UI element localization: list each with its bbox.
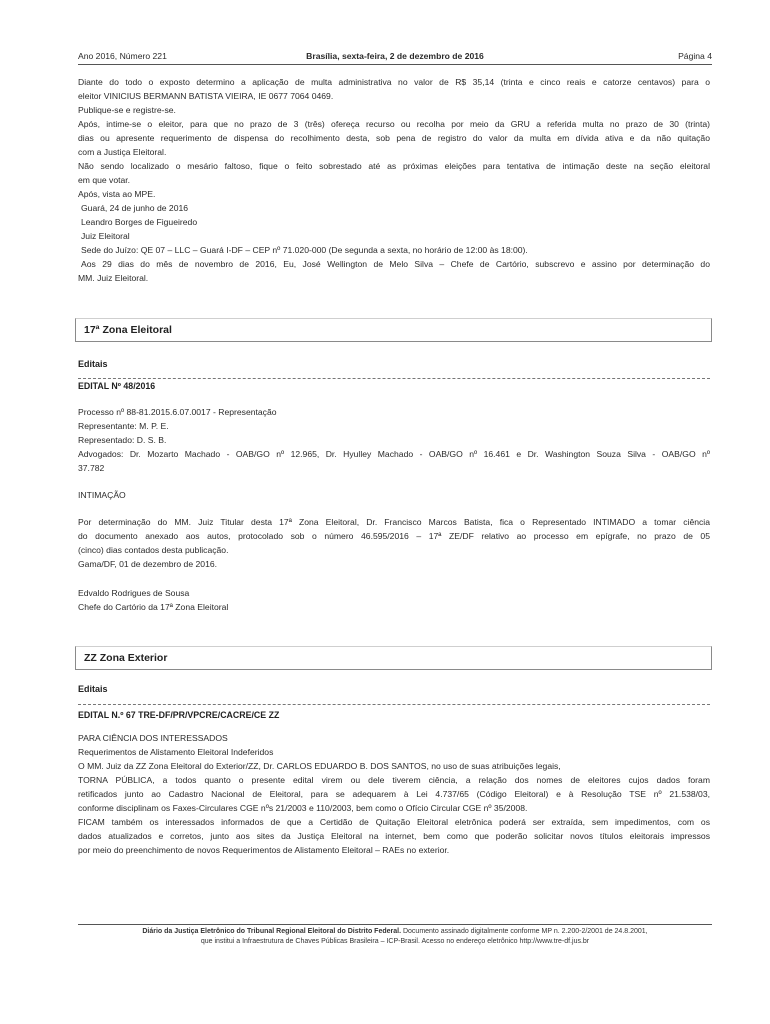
intimation-heading-block: [78, 488, 710, 502]
court-address: Sede do Juízo: QE 07 – LLC – Guará I-DF – CEP nº 71.020-000 (De segunda a sexta, no horário de 12:00 às 18:00).: [81, 245, 528, 255]
judge-title: Juiz Eleitoral: [81, 231, 130, 241]
judge-name: Leandro Borges de Figueiredo: [81, 217, 198, 227]
text-line: MM. Juiz Eleitoral.: [78, 273, 149, 283]
category-heading: Editais: [78, 359, 108, 369]
place-date-line: Gama/DF, 01 de dezembro de 2016.: [78, 559, 218, 569]
intimation-body: [78, 515, 710, 571]
text-line: Aos 29 dias do mês de novembro de 2016, Eu, José Wellington de Melo Silva – Chefe de Cartório, subscrevo e assino por determinação do: [81, 259, 710, 269]
footer-journal-name: Diário da Justiça Eletrônico do Tribunal Regional Eleitoral do Distrito Federal.: [142, 928, 402, 935]
lawyers-continued: 37.782: [78, 463, 105, 473]
page-header: [78, 50, 712, 65]
dashed-divider: [78, 704, 710, 705]
edital-title: EDITAL N.º 67 TRE-DF/PR/VPCRE/CACRE/CE ZZ: [78, 710, 280, 720]
text-line: Publique-se e registre-se.: [78, 105, 176, 115]
category-heading: Editais: [78, 684, 108, 694]
text-line: com a Justiça Eleitoral.: [78, 147, 167, 157]
dashed-divider: [78, 378, 710, 379]
page-footer: [78, 924, 712, 947]
text-line: eleitor VINICIUS BERMANN BATISTA VIEIRA, IE 0677 7064 0469.: [78, 91, 334, 101]
lawyers: Advogados: Dr. Mozarto Machado - OAB/GO nº 12.965, Dr. Hyulley Machado - OAB/GO nº 16.461 e Dr. Washington Souza Silva - OAB/GO nº: [78, 449, 710, 459]
edital-title: EDITAL Nº 48/2016: [78, 381, 156, 391]
footer-line: [78, 927, 712, 937]
page-number: Página 4: [678, 51, 712, 61]
text-line: dados atualizados e corretos, junto aos sites da Justiça Eleitoral na internet, bem como que poderão solicitar novos títulos eleitorais impressos: [78, 831, 710, 841]
section-title: 17ª Zona Eleitoral: [84, 324, 172, 336]
text-line: (cinco) dias contados desta publicação.: [78, 545, 229, 555]
intimation-heading: INTIMAÇÃO: [78, 490, 126, 500]
text-line: Após, intime-se o eleitor, para que no prazo de 3 (três) ofereça recurso ou recolha por meio da GRU a referida multa no prazo de 30 (trinta): [78, 119, 710, 129]
text-line: Após, vista ao MPE.: [78, 189, 156, 199]
place-date-line: Guará, 24 de junho de 2016: [81, 203, 189, 213]
signer-title: Chefe do Cartório da 17ª Zona Eleitoral: [78, 602, 229, 612]
text-line: TORNA PÚBLICA, a todos quanto o presente edital virem ou dele tiverem ciência, a relação dos nomes de eleitores cujos dados foram: [78, 775, 710, 785]
plaintiff: Representante: M. P. E.: [78, 421, 169, 431]
case-details: [78, 405, 710, 475]
previous-decision-text: [78, 75, 710, 285]
issue-number: Ano 2016, Número 221: [78, 51, 167, 61]
text-line: O MM. Juiz da ZZ Zona Eleitoral do Exterior/ZZ, Dr. CARLOS EDUARDO B. DOS SANTOS, no uso de suas atribuições legais,: [78, 761, 561, 771]
defendant: Representado: D. S. B.: [78, 435, 167, 445]
footer-signature-note: Documento assinado digitalmente conforme MP n. 2.200-2/2001 de 24.8.2001,: [401, 928, 648, 935]
text-line: Por determinação do MM. Juiz Titular desta 17ª Zona Eleitoral, Dr. Francisco Marcos Batista, fica o Representado INTIMADO a tomar ciência: [78, 517, 710, 527]
text-line: FICAM também os interessados informados de que a Certidão de Quitação Eleitoral eletrônica poderá ser extraída, sem impedimentos, com os: [78, 817, 710, 827]
text-line: Não sendo localizado o mesário faltoso, fique o feito sobrestado até as próximas eleições para tentativa de intimação deste na seção eleitoral: [78, 161, 710, 171]
text-line: em que votar.: [78, 175, 131, 185]
text-line: retificados junto ao Cadastro Nacional de Eleitoral, para se adequarem à Lei 4.737/65 (Código Eleitoral) e à Resolução TSE nº 21.538/03,: [78, 789, 710, 799]
footer-access-note: que institui a Infraestrutura de Chaves Públicas Brasileira – ICP-Brasil. Acesso no endereço eletrônico http://www.tre-df.jus.br: [200, 938, 590, 945]
section-header-zz-zona: [75, 646, 712, 670]
edital-body: [78, 731, 710, 857]
process-number: Processo nº 88-81.2015.6.07.0017 - Representação: [78, 407, 277, 417]
text-line: por meio do preenchimento de novos Requerimentos de Alistamento Eleitoral – RAEs no exterior.: [78, 845, 450, 855]
text-line: Diante do todo o exposto determino a aplicação de multa administrativa no valor de R$ 35,14 (trinta e cinco reais e catorze centavos) para o: [78, 77, 710, 87]
text-line: conforme disciplinam os Faxes-Circulares CGE nºs 21/2003 e 110/2003, bem como o Ofício Circular CGE nº 35/2008.: [78, 803, 528, 813]
notice-subheading: Requerimentos de Alistamento Eleitoral Indeferidos: [78, 747, 274, 757]
notice-heading: PARA CIÊNCIA DOS INTERESSADOS: [78, 733, 228, 743]
signature-block: [78, 586, 710, 614]
publication-date: Brasília, sexta-feira, 2 de dezembro de 2016: [306, 51, 484, 61]
signer-name: Edvaldo Rodrigues de Sousa: [78, 588, 190, 598]
section-title: ZZ Zona Exterior: [84, 652, 168, 664]
text-line: do documento anexado aos autos, protocolado sob o número 46.595/2016 – 17ª ZE/DF relativo ao processo em epígrafe, no prazo de 05: [78, 531, 710, 541]
text-line: dias ou apresente requerimento de dispensa do recolhimento desta, sob pena de registro do valor da multa em dívida ativa e da não quitação: [78, 133, 710, 143]
section-header-17-zona: [75, 318, 712, 342]
